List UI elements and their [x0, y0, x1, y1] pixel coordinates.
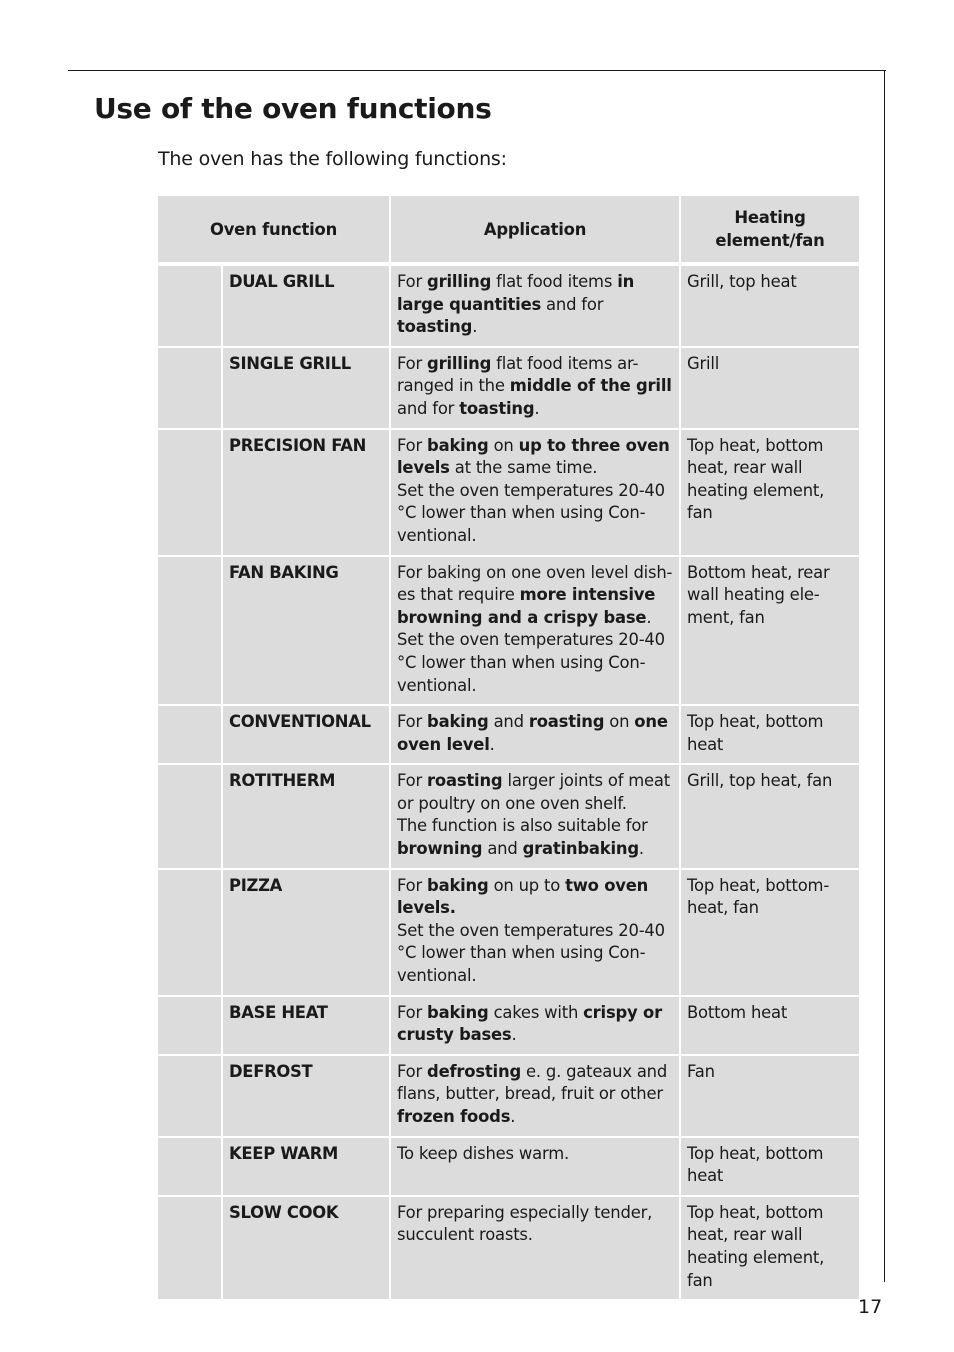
page-title: Use of the oven functions — [94, 92, 492, 125]
intro-text: The oven has the following functions: — [158, 148, 507, 170]
application-emphasis: grilling — [427, 353, 492, 373]
table-row — [158, 764, 859, 868]
header-application: Application — [390, 196, 680, 262]
application-text: For — [397, 435, 428, 455]
application-emphasis: baking — [427, 712, 489, 732]
function-application — [390, 869, 680, 996]
function-heating-element: Bottom heat, rear wall heating ele-ment, fan — [680, 556, 859, 706]
application-text: at the same time. — [449, 458, 598, 478]
table-row — [158, 265, 859, 347]
function-application — [390, 556, 680, 706]
table-row — [158, 347, 859, 429]
function-symbol-cell — [158, 705, 222, 764]
application-emphasis: up to three oven levels — [397, 435, 670, 478]
function-application — [390, 265, 680, 347]
header-heating-element: Heating element/fan — [680, 196, 859, 262]
function-name: FAN BAKING — [222, 556, 390, 706]
application-text: Set the oven temperatures 20-40 °C lower than when using Con-ventional. — [397, 480, 665, 545]
function-symbol-cell — [158, 869, 222, 996]
application-emphasis: in large quantities — [397, 272, 635, 314]
table-row — [158, 1196, 859, 1299]
function-heating-element: Grill — [680, 347, 859, 429]
application-emphasis: roasting — [528, 712, 605, 732]
table-row — [158, 556, 859, 706]
application-emphasis: grilling — [427, 272, 492, 291]
function-symbol-cell — [158, 1137, 222, 1196]
application-emphasis: roasting — [427, 771, 503, 791]
table-row — [158, 705, 859, 764]
table-header-row — [158, 196, 859, 262]
application-text: and — [482, 839, 523, 859]
application-text: . — [646, 607, 652, 627]
application-text: flat food items ar-ranged in the — [397, 353, 639, 396]
application-text: For baking on one oven level dish-es that require — [397, 562, 673, 605]
application-text: For — [397, 1061, 428, 1081]
function-heating-element: Top heat, bottom heat — [680, 1137, 859, 1196]
oven-functions-table — [158, 196, 859, 1299]
application-text: cakes with — [488, 1002, 584, 1022]
application-emphasis: toasting — [397, 317, 473, 337]
function-name: SINGLE GRILL — [222, 347, 390, 429]
function-symbol-cell — [158, 429, 222, 556]
application-text: For — [397, 1002, 428, 1022]
application-text: flat food items — [491, 272, 618, 291]
application-emphasis: more intensive browning and a crispy base — [397, 585, 656, 627]
function-symbol-cell — [158, 1055, 222, 1137]
application-text: . — [510, 1107, 516, 1126]
page-number: 17 — [858, 1296, 883, 1318]
application-emphasis: toasting — [459, 398, 535, 418]
function-application — [390, 764, 680, 868]
function-name: BASE HEAT — [222, 996, 390, 1055]
application-text: To keep dishes warm. — [397, 1143, 569, 1163]
application-text: larger joints of meat or poultry on one oven shelf. — [397, 771, 670, 813]
function-application — [390, 1055, 680, 1137]
application-emphasis: frozen foods — [397, 1107, 511, 1126]
application-text: The function is also suitable for — [397, 816, 648, 836]
application-text: For preparing especially tender, succulent roasts. — [397, 1202, 653, 1245]
function-heating-element: Grill, top heat — [680, 265, 859, 347]
function-name: ROTITHERM — [222, 764, 390, 868]
application-emphasis: defrosting — [427, 1061, 521, 1081]
table-row — [158, 429, 859, 556]
function-symbol-cell — [158, 1196, 222, 1299]
application-text: and — [488, 712, 529, 732]
application-text: on — [488, 435, 519, 455]
table-body — [158, 262, 859, 1299]
function-name: DEFROST — [222, 1055, 390, 1137]
function-name: PIZZA — [222, 869, 390, 996]
application-text: . — [489, 734, 495, 754]
table-row — [158, 869, 859, 996]
function-symbol-cell — [158, 347, 222, 429]
function-name: PRECISION FAN — [222, 429, 390, 556]
application-text: For — [397, 353, 428, 373]
function-heating-element: Bottom heat — [680, 996, 859, 1055]
application-text: on — [604, 712, 635, 732]
function-symbol-cell — [158, 764, 222, 868]
function-heating-element: Grill, top heat, fan — [680, 764, 859, 868]
function-name: DUAL GRILL — [222, 265, 390, 347]
application-emphasis: two oven levels. — [397, 875, 649, 918]
application-text: . — [638, 839, 644, 859]
function-application — [390, 1137, 680, 1196]
application-emphasis: one oven level — [397, 712, 668, 754]
application-text: . — [511, 1025, 517, 1045]
function-name: KEEP WARM — [222, 1137, 390, 1196]
application-text: and for — [541, 294, 604, 314]
function-application — [390, 705, 680, 764]
table-row — [158, 1137, 859, 1196]
table-row — [158, 996, 859, 1055]
application-emphasis: middle of the grill — [509, 376, 672, 396]
function-heating-element: Top heat, bottom heat, rear wall heating element, fan — [680, 429, 859, 556]
application-emphasis: browning — [397, 839, 483, 859]
function-name: CONVENTIONAL — [222, 705, 390, 764]
function-heating-element: Top heat, bottom heat — [680, 705, 859, 764]
application-text: . — [534, 398, 540, 418]
function-symbol-cell — [158, 265, 222, 347]
application-text: For — [397, 771, 428, 791]
right-rule — [884, 70, 885, 1282]
application-text: . — [472, 317, 478, 337]
function-application — [390, 996, 680, 1055]
function-name: SLOW COOK — [222, 1196, 390, 1299]
application-text: Set the oven temperatures 20-40 °C lower than when using Con-ventional. — [397, 630, 665, 695]
header-oven-function: Oven function — [158, 196, 390, 262]
function-symbol-cell — [158, 996, 222, 1055]
application-text: and for — [397, 398, 460, 418]
application-emphasis: baking — [427, 435, 489, 455]
function-symbol-cell — [158, 556, 222, 706]
function-application — [390, 347, 680, 429]
application-text: For — [397, 875, 428, 895]
application-text: Set the oven temperatures 20-40 °C lower than when using Con-ventional. — [397, 920, 665, 986]
application-text: e. g. gateaux and flans, butter, bread, fruit or other — [397, 1061, 668, 1104]
application-emphasis: crispy or crusty bases — [397, 1002, 662, 1045]
function-application — [390, 429, 680, 556]
application-text: For — [397, 272, 428, 291]
top-rule — [68, 70, 886, 71]
application-text: on up to — [488, 875, 566, 895]
application-text: For — [397, 712, 428, 732]
application-emphasis: baking — [427, 1002, 489, 1022]
function-heating-element: Top heat, bottom-heat, fan — [680, 869, 859, 996]
function-application — [390, 1196, 680, 1299]
application-emphasis: baking — [427, 875, 489, 895]
function-heating-element: Fan — [680, 1055, 859, 1137]
function-heating-element: Top heat, bottom heat, rear wall heating element, fan — [680, 1196, 859, 1299]
table-row — [158, 1055, 859, 1137]
application-emphasis: gratinbaking — [522, 839, 639, 859]
